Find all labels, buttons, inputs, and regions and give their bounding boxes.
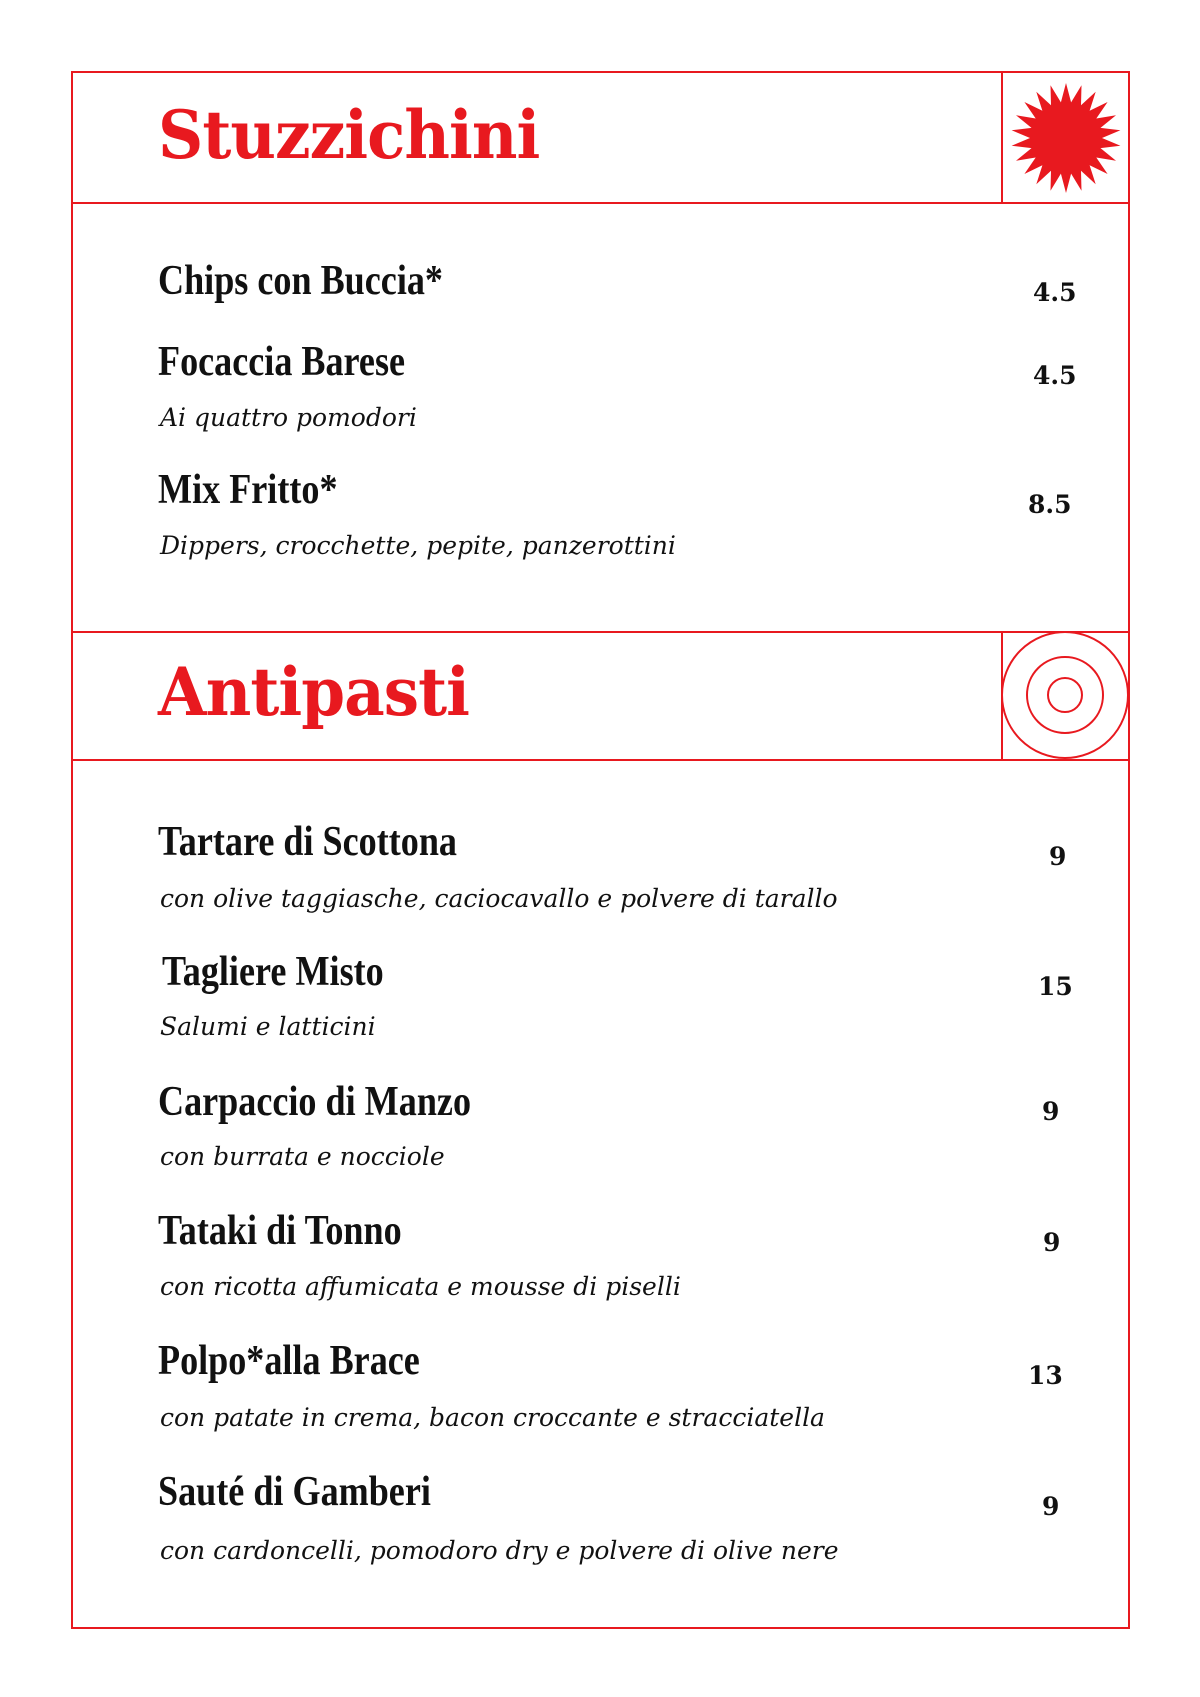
item-name: Tataki di Tonno xyxy=(158,1208,402,1254)
section-title-stuzzichini: Stuzzichini xyxy=(158,96,540,174)
item-price: 9 xyxy=(1043,1228,1061,1257)
icon-cell-divider xyxy=(1001,71,1003,202)
item-name: Chips con Buccia* xyxy=(158,258,443,304)
item-price: 4.5 xyxy=(1033,278,1077,307)
section-title-antipasti: Antipasti xyxy=(158,653,470,731)
section-divider xyxy=(71,202,1130,204)
item-name: Mix Fritto* xyxy=(158,467,338,513)
item-price: 9 xyxy=(1049,842,1067,871)
item-name: Carpaccio di Manzo xyxy=(158,1079,471,1125)
item-price: 8.5 xyxy=(1028,490,1072,519)
item-name: Tagliere Misto xyxy=(162,949,384,995)
item-price: 9 xyxy=(1042,1492,1060,1521)
item-price: 9 xyxy=(1042,1097,1060,1126)
item-name: Sauté di Gamberi xyxy=(158,1469,431,1515)
item-description: con burrata e nocciole xyxy=(160,1142,445,1171)
section-divider xyxy=(71,759,1130,761)
item-description: con olive taggiasche, caciocavallo e polvere di tarallo xyxy=(160,884,838,913)
item-description: con cardoncelli, pomodoro dry e polvere di olive nere xyxy=(160,1536,839,1565)
item-description: con patate in crema, bacon croccante e stracciatella xyxy=(160,1403,825,1432)
item-price: 15 xyxy=(1038,972,1073,1001)
item-description: con ricotta affumicata e mousse di piselli xyxy=(160,1272,681,1301)
item-price: 13 xyxy=(1028,1361,1063,1390)
concentric-circles-icon xyxy=(1000,630,1132,767)
item-price: 4.5 xyxy=(1033,361,1077,390)
item-description: Salumi e latticini xyxy=(160,1012,376,1041)
item-name: Tartare di Scottona xyxy=(158,819,457,865)
item-description: Ai quattro pomodori xyxy=(160,403,417,432)
item-name: Polpo*alla Brace xyxy=(158,1338,420,1384)
section-divider xyxy=(71,631,1130,633)
item-description: Dippers, crocchette, pepite, panzerottini xyxy=(160,531,676,560)
starburst-icon xyxy=(1010,82,1122,199)
item-name: Focaccia Barese xyxy=(158,339,406,385)
